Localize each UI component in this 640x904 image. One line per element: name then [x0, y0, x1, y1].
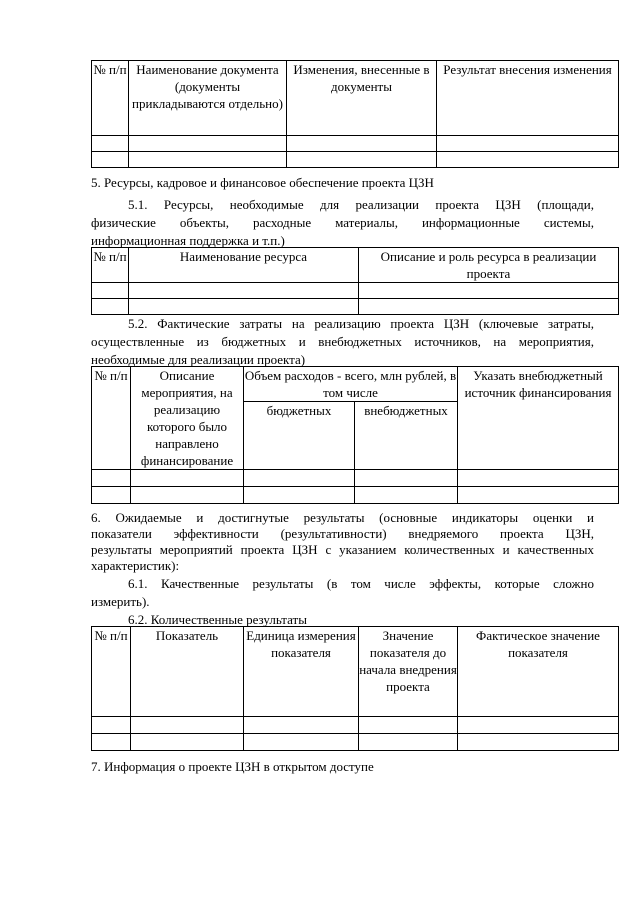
header-number: № п/п [92, 248, 129, 283]
header-funding-source: Указать внебюджетный источник финансирования [458, 367, 619, 470]
paragraph-6-line4: характеристик): [91, 558, 180, 573]
paragraph-6-2: 6.2. Количественные результаты [128, 612, 307, 627]
paragraph-6-line1: 6. Ожидаемые и достигнутые результаты (основные индикаторы оценки и [91, 510, 594, 525]
paragraph-5-1-line3: информационная поддержка и т.п.) [91, 233, 285, 248]
header-document-name: Наименование документа (документы прикладываются отдельно) [129, 61, 287, 136]
section-7-heading: 7. Информация о проекте ЦЗН в открытом доступе [91, 759, 374, 774]
header-budget: бюджетных [244, 402, 355, 470]
paragraph-5-2-line3: необходимые для реализации проекта) [91, 352, 306, 367]
header-extra-budget: внебюджетных [355, 402, 458, 470]
header-result: Результат внесения изменения [437, 61, 619, 136]
header-unit: Единица измерения показателя [244, 627, 359, 717]
table-row [92, 487, 619, 504]
section-5-heading: 5. Ресурсы, кадровое и финансовое обеспечение проекта ЦЗН [91, 175, 434, 190]
header-actual-value: Фактическое значение показателя [458, 627, 619, 717]
documents-table [91, 60, 619, 168]
table-row [92, 283, 619, 299]
paragraph-5-1-line2: физические объекты, расходные материалы, информационные системы, [91, 215, 594, 230]
expenses-table [91, 366, 619, 504]
paragraph-5-2-line2: осуществленные из бюджетных и внебюджетных источников, на мероприятия, [91, 334, 594, 349]
table-row [92, 717, 619, 734]
header-total-expenses: Объем расходов - всего, млн рублей, в том числе [244, 368, 457, 400]
table-row [92, 470, 619, 487]
paragraph-5-2-line1: 5.2. Фактические затраты на реализацию проекта ЦЗН (ключевые затраты, [128, 316, 594, 331]
table-row [92, 734, 619, 751]
table-row [92, 136, 619, 152]
paragraph-6-line2: показатели эффективности (результативности) внедряемого проекта ЦЗН, [91, 526, 594, 541]
indicators-table [91, 626, 619, 751]
header-resource-description: Описание и роль ресурса в реализации проекта [359, 248, 619, 283]
header-resource-name: Наименование ресурса [129, 248, 359, 283]
header-baseline-value: Значение показателя до начала внедрения проекта [359, 627, 458, 717]
table-row [92, 299, 619, 315]
paragraph-6-1-line1: 6.1. Качественные результаты (в том числе эффекты, которые сложно [128, 576, 594, 591]
resources-table [91, 247, 619, 315]
header-number: № п/п [92, 61, 129, 136]
paragraph-6-line3: результаты мероприятий проекта ЦЗН с указанием количественных и качественных [91, 542, 594, 557]
header-event-description: Описание мероприятия, на реализацию которого было направлено финансирование [131, 367, 244, 470]
paragraph-6-1-line2: измерить). [91, 594, 150, 609]
header-number: № п/п [92, 627, 131, 717]
header-changes: Изменения, внесенные в документы [287, 61, 437, 136]
header-indicator: Показатель [131, 627, 244, 717]
header-number: № п/п [92, 367, 131, 470]
paragraph-5-1-line1: 5.1. Ресурсы, необходимые для реализации проекта ЦЗН (площади, [128, 197, 594, 212]
table-row [92, 152, 619, 168]
